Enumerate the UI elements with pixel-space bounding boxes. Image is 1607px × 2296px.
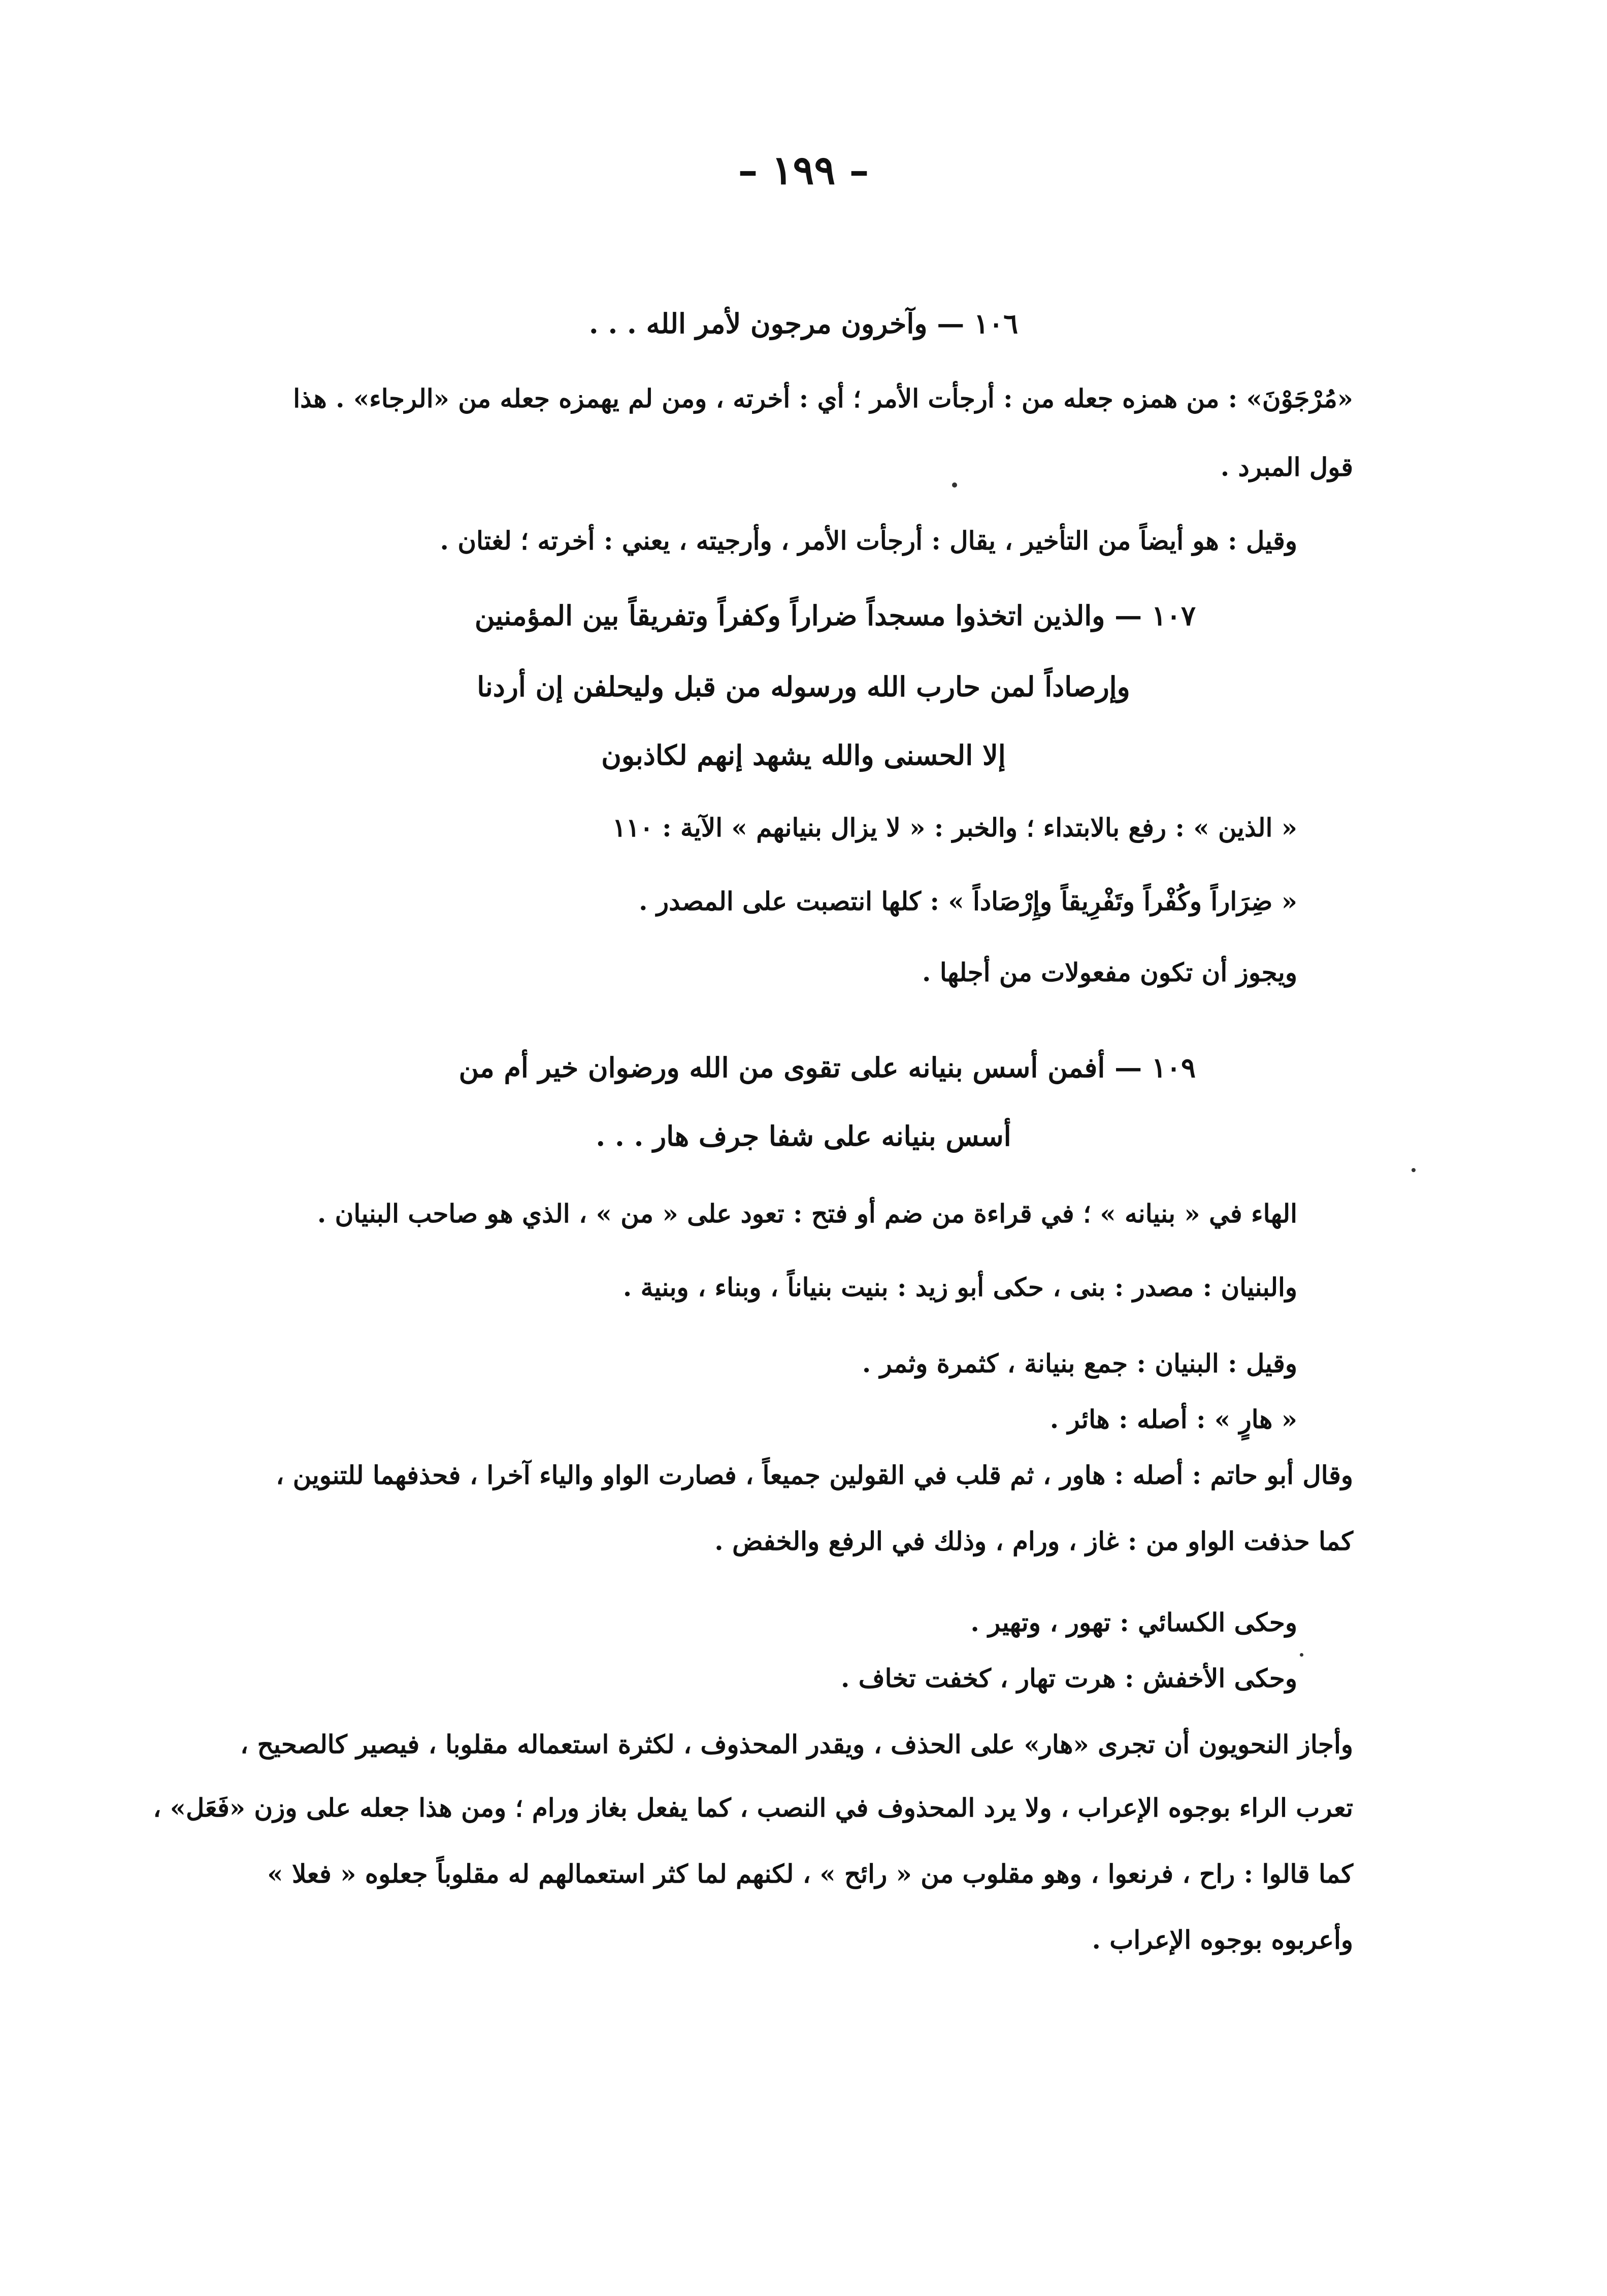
text-line: وحكى الكسائي : تهور ، وتهير . xyxy=(970,1607,1297,1637)
text-line: وأجاز النحويون أن تجرى «هار» على الحذف ، ويقدر المحذوف ، لكثرة استعماله مقلوبا ، فيصير كالصحيح ، xyxy=(240,1729,1353,1759)
verse-107: ١٠٧ — والذين اتخذوا مسجداً ضراراً وكفراً وتفريقاً بين المؤمنين xyxy=(474,599,1196,632)
text-line: «مُرْجَوْنَ» : من همزه جعله من : أرجأت الأمر ؛ أي : أخرته ، ومن لم يهمزه جعله من «الرجاء» . هذا xyxy=(293,383,1353,413)
scan-speck xyxy=(1300,1653,1303,1657)
text-line: قول المبرد . xyxy=(1220,452,1353,482)
text-line: وأعربوه بوجوه الإعراب . xyxy=(1092,1925,1353,1955)
text-line: كما حذفت الواو من : غاز ، ورام ، وذلك في الرفع والخفض . xyxy=(714,1526,1353,1556)
page-number: – ١٩٩ – xyxy=(738,147,869,193)
scan-speck xyxy=(1412,1168,1416,1172)
text-line: الهاء في « بنيانه » ؛ في قراءة من ضم أو فتح : تعود على « من » ، الذي هو صاحب البنيان . xyxy=(317,1199,1297,1228)
text-line: « هارٍ » : أصله : هائر . xyxy=(1050,1404,1297,1434)
verse-107-cont: وإرصاداً لمن حارب الله ورسوله من قبل وليحلفن إن أردنا xyxy=(477,670,1130,703)
text-line: « ضِرَاراً وكُفْراً وتَفْرِيقاً وإِرْصَاداً » : كلها انتصبت على المصدر . xyxy=(639,886,1297,916)
text-line: تعرب الراء بوجوه الإعراب ، ولا يرد المحذوف في النصب ، كما يفعل بغاز ورام ؛ ومن هذا جعله على وزن «فَعَل» ، xyxy=(153,1793,1353,1823)
text-line: والبنيان : مصدر : بنى ، حكى أبو زيد : بنيت بنياناً ، وبناء ، وبنية . xyxy=(622,1272,1297,1302)
text-line: وقيل : هو أيضاً من التأخير ، يقال : أرجأت الأمر ، وأرجيته ، يعني : أخرته ؛ لغتان . xyxy=(440,526,1297,556)
text-line: « الذين » : رفع بالابتداء ؛ والخبر : « لا يزال بنيانهم » الآية : ١١٠ xyxy=(612,813,1297,843)
text-line: وحكى الأخفش : هرت تهار ، كخفت تخاف . xyxy=(840,1663,1297,1693)
verse-109: ١٠٩ — أفمن أسس بنيانه على تقوى من الله ورضوان خير أم من xyxy=(458,1051,1196,1084)
verse-106: ١٠٦ — وآخرون مرجون لأمر الله . . . xyxy=(588,307,1019,340)
scan-speck xyxy=(952,482,957,488)
text-line: وقيل : البنيان : جمع بنيانة ، كثمرة وثمر . xyxy=(862,1348,1297,1378)
verse-107-cont: إلا الحسنى والله يشهد إنهم لكاذبون xyxy=(601,739,1006,771)
text-line: كما قالوا : راح ، فرنعوا ، وهو مقلوب من « رائح » ، لكنهم لما كثر استعمالهم له مقلوباً جعلوه « فعلا » xyxy=(267,1859,1353,1889)
text-line: وقال أبو حاتم : أصله : هاور ، ثم قلب في القولين جميعاً ، فصارت الواو والياء آخرا ، فحذفهما للتنوين ، xyxy=(276,1460,1353,1490)
verse-109-cont: أسس بنيانه على شفا جرف هار . . . xyxy=(596,1120,1011,1152)
text-line: ويجوز أن تكون مفعولات من أجلها . xyxy=(922,957,1297,987)
